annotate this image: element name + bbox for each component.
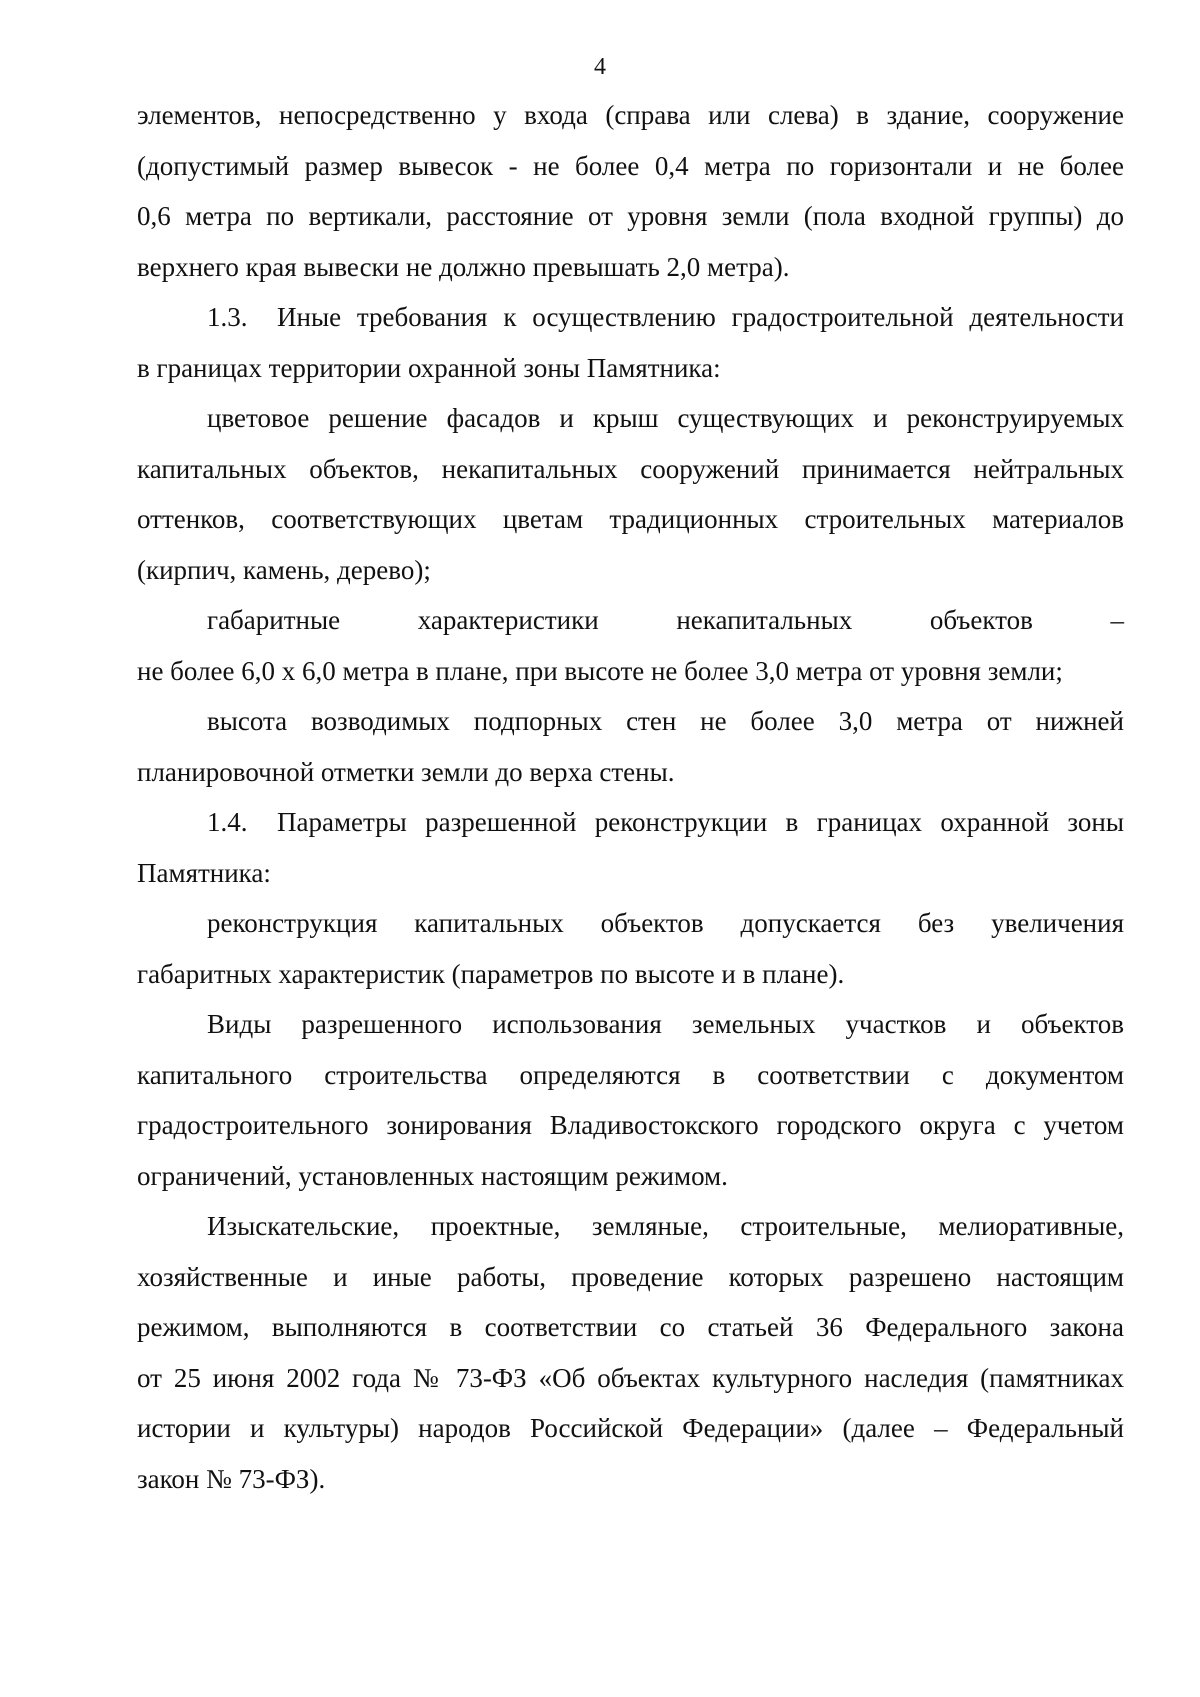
text-line: Памятника: — [137, 857, 271, 888]
text-line: оттенков, соответствующих цветам традиционных строительных материалов — [137, 504, 1124, 534]
paragraph-signage-continuation — [137, 90, 1124, 292]
text-line: Изыскательские, проектные, земляные, строительные, мелиоративные, — [207, 1211, 1124, 1241]
text-line: от 25 июня 2002 года № 73-ФЗ «Об объектах культурного наследия (памятниках — [137, 1362, 1124, 1393]
text-line: ограничений, установленных настоящим режимом. — [137, 1160, 728, 1191]
section-heading-text: Параметры разрешенной реконструкции в границах охранной зоны — [277, 807, 1124, 837]
text-line: элементов, непосредственно у входа (справа или слева) в здание, сооружение — [137, 100, 1124, 130]
text-line: (кирпич, камень, дерево); — [137, 554, 431, 585]
text-line: хозяйственные и иные работы, проведение которых разрешено настоящим — [137, 1261, 1124, 1292]
paragraph-reconstruction — [137, 898, 1124, 999]
text-line: в границах территории охранной зоны Памятника: — [137, 352, 721, 383]
text-line: (допустимый размер вывесок - не более 0,4 метра по горизонтали и не более — [137, 150, 1124, 181]
paragraph-retaining-walls — [137, 696, 1124, 797]
text-line — [137, 292, 1124, 343]
section-1-4 — [137, 797, 1124, 898]
paragraph-color-scheme — [137, 393, 1124, 595]
paragraph-land-use — [137, 999, 1124, 1201]
text-line: габаритных характеристик (параметров по высоте и в плане). — [137, 958, 845, 989]
text-line — [137, 797, 1124, 848]
document-body — [137, 90, 1124, 1504]
text-line: капитальных объектов, некапитальных сооружений принимается нейтральных — [137, 453, 1124, 484]
text-line: закон № 73-ФЗ). — [137, 1463, 326, 1494]
page-number: 4 — [594, 54, 606, 80]
text-line: не более 6,0 х 6,0 метра в плане, при высоте не более 3,0 метра от уровня земли; — [137, 655, 1063, 686]
text-line: цветовое решение фасадов и крыш существующих и реконструируемых — [207, 403, 1124, 433]
section-heading-text: Иные требования к осуществлению градостроительной деятельности — [277, 302, 1124, 332]
text-line: 0,6 метра по вертикали, расстояние от уровня земли (пола входной группы) до — [137, 201, 1124, 231]
paragraph-dimensions — [137, 595, 1124, 696]
paragraph-works — [137, 1201, 1124, 1504]
section-1-3 — [137, 292, 1124, 393]
text-line: истории и культуры) народов Российской Федерации» (далее – Федеральный — [137, 1413, 1124, 1443]
text-line: Виды разрешенного использования земельных участков и объектов — [207, 1009, 1124, 1039]
text-line: реконструкция капитальных объектов допускается без увеличения — [207, 908, 1124, 938]
section-number: 1.4. — [207, 807, 248, 837]
text-line: верхнего края вывески не должно превышать 2,0 метра). — [137, 251, 790, 282]
text-line: режимом, выполняются в соответствии со статьей 36 Федерального закона — [137, 1312, 1124, 1342]
section-number: 1.3. — [207, 302, 248, 332]
text-line: габаритные характеристики некапитальных объектов – — [207, 605, 1124, 635]
text-line: градостроительного зонирования Владивостокского городского округа с учетом — [137, 1110, 1124, 1140]
text-line: высота возводимых подпорных стен не более 3,0 метра от нижней — [207, 706, 1124, 736]
text-line: планировочной отметки земли до верха стены. — [137, 756, 675, 787]
text-line: капитального строительства определяются в соответствии с документом — [137, 1059, 1124, 1090]
